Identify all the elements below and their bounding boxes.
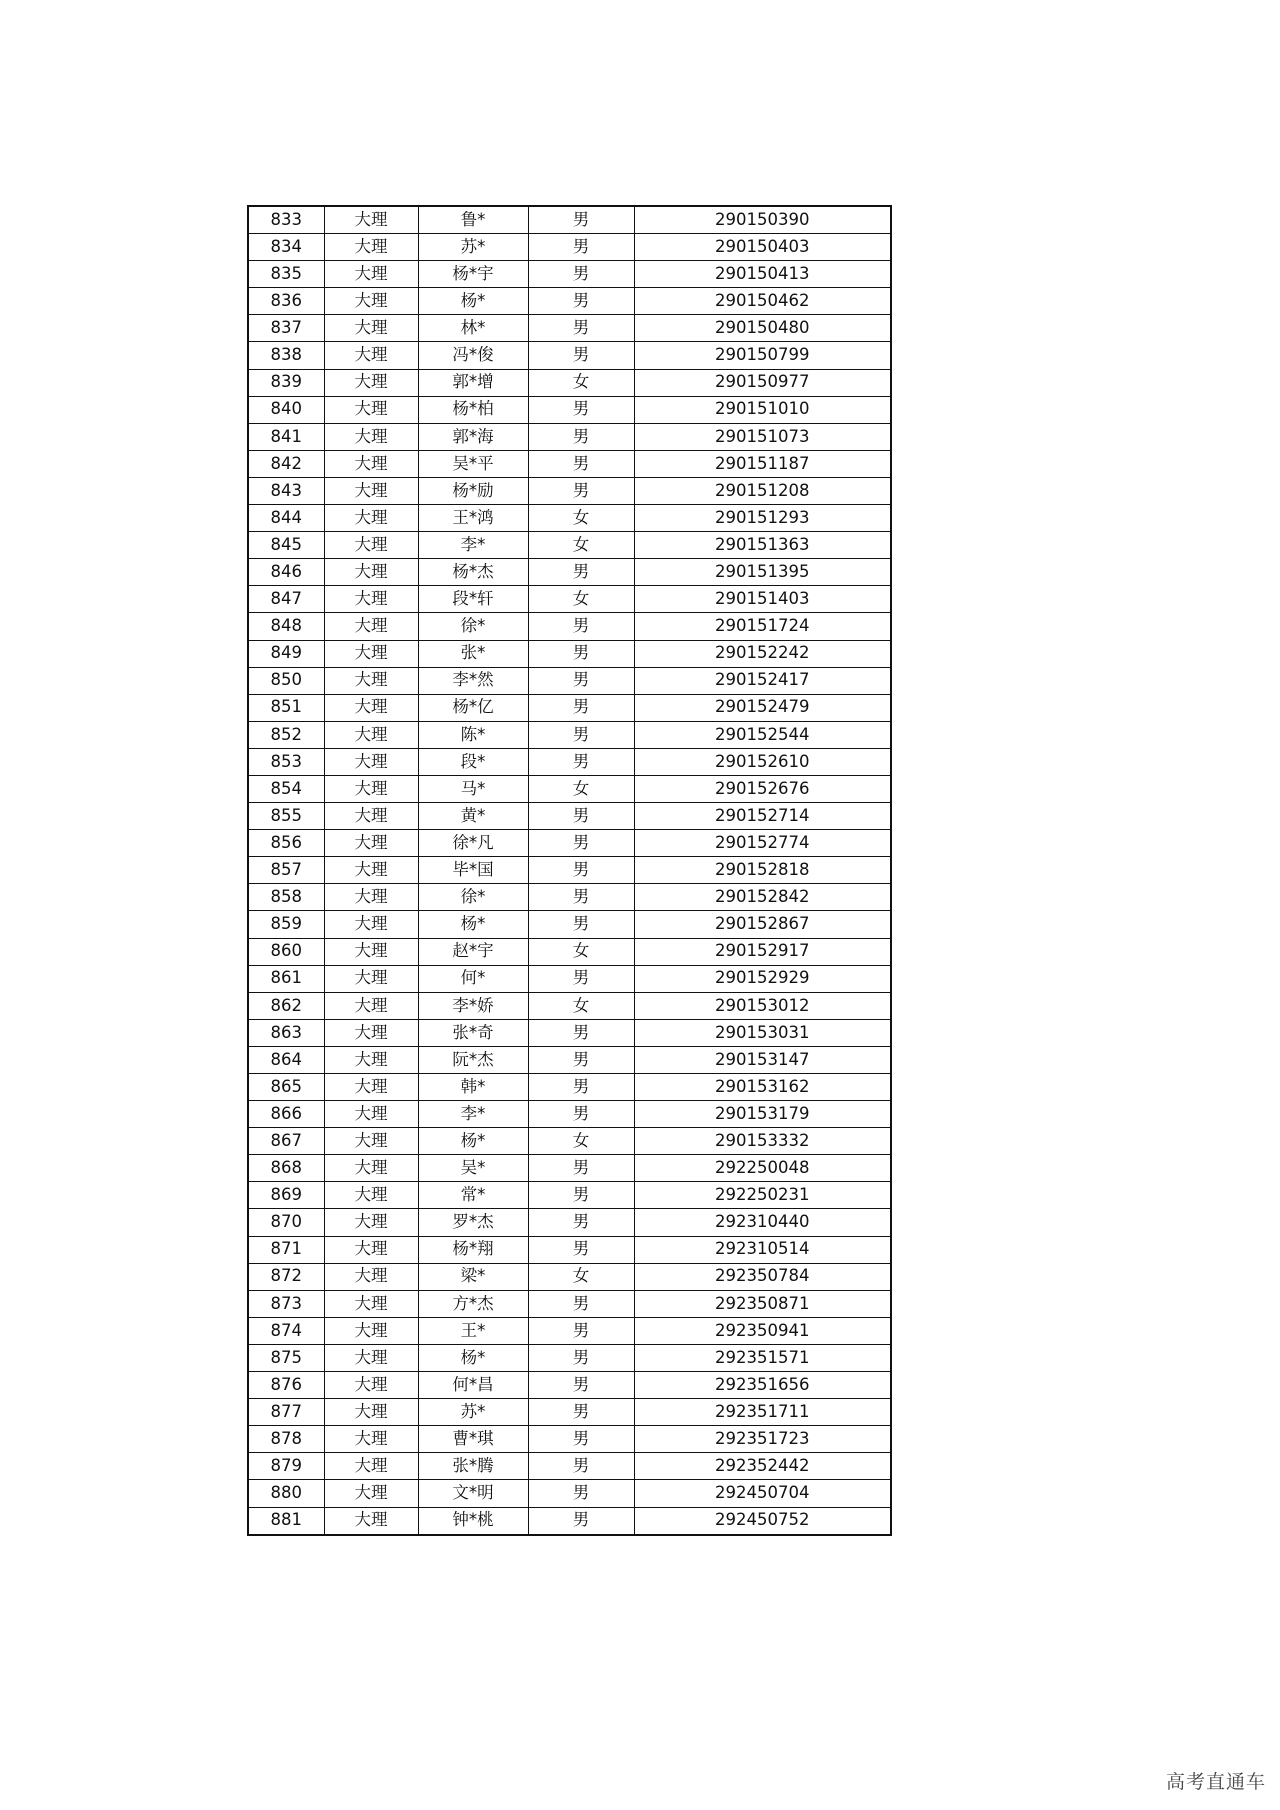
row-number-cell: 842: [248, 450, 324, 477]
gender-cell: 女: [528, 532, 634, 559]
row-number-cell: 839: [248, 369, 324, 396]
gender-cell: 男: [528, 315, 634, 342]
exam-id-cell: 290152867: [634, 911, 891, 938]
row-number-cell: 874: [248, 1317, 324, 1344]
row-number-cell: 840: [248, 396, 324, 423]
name-cell: 王*鸿: [418, 505, 528, 532]
gender-cell: 男: [528, 857, 634, 884]
name-cell: 常*: [418, 1182, 528, 1209]
row-number-cell: 855: [248, 803, 324, 830]
gender-cell: 男: [528, 830, 634, 857]
row-number-cell: 877: [248, 1399, 324, 1426]
table-row: [248, 532, 891, 559]
name-cell: 王*: [418, 1317, 528, 1344]
name-cell: 文*明: [418, 1480, 528, 1507]
table-row: [248, 938, 891, 965]
row-number-cell: 838: [248, 342, 324, 369]
table-row: [248, 423, 891, 450]
gender-cell: 男: [528, 559, 634, 586]
gender-cell: 男: [528, 1344, 634, 1371]
region-cell: 大理: [324, 1155, 418, 1182]
exam-id-cell: 292351656: [634, 1372, 891, 1399]
gender-cell: 女: [528, 775, 634, 802]
table-row: [248, 613, 891, 640]
gender-cell: 男: [528, 1074, 634, 1101]
exam-id-cell: 290153162: [634, 1074, 891, 1101]
name-cell: 陈*: [418, 721, 528, 748]
name-cell: 郭*海: [418, 423, 528, 450]
table-row: [248, 1263, 891, 1290]
exam-id-cell: 292450704: [634, 1480, 891, 1507]
gender-cell: 男: [528, 261, 634, 288]
region-cell: 大理: [324, 1317, 418, 1344]
region-cell: 大理: [324, 748, 418, 775]
exam-id-cell: 290151363: [634, 532, 891, 559]
name-cell: 杨*: [418, 288, 528, 315]
table-row: [248, 1101, 891, 1128]
exam-id-cell: 290152818: [634, 857, 891, 884]
name-cell: 张*奇: [418, 1019, 528, 1046]
gender-cell: 男: [528, 1372, 634, 1399]
region-cell: 大理: [324, 1426, 418, 1453]
gender-cell: 男: [528, 342, 634, 369]
region-cell: 大理: [324, 450, 418, 477]
name-cell: 徐*: [418, 613, 528, 640]
row-number-cell: 864: [248, 1046, 324, 1073]
exam-id-cell: 290152842: [634, 884, 891, 911]
row-number-cell: 833: [248, 206, 324, 234]
exam-id-cell: 292250048: [634, 1155, 891, 1182]
name-cell: 韩*: [418, 1074, 528, 1101]
gender-cell: 男: [528, 1290, 634, 1317]
table-row: [248, 667, 891, 694]
region-cell: 大理: [324, 992, 418, 1019]
name-cell: 阮*杰: [418, 1046, 528, 1073]
name-cell: 杨*宇: [418, 261, 528, 288]
region-cell: 大理: [324, 1480, 418, 1507]
exam-id-cell: 292350941: [634, 1317, 891, 1344]
row-number-cell: 857: [248, 857, 324, 884]
region-cell: 大理: [324, 884, 418, 911]
watermark-text: 高考直通车: [1165, 1771, 1266, 1793]
gender-cell: 男: [528, 694, 634, 721]
name-cell: 张*腾: [418, 1453, 528, 1480]
exam-id-cell: 290153179: [634, 1101, 891, 1128]
gender-cell: 女: [528, 938, 634, 965]
gender-cell: 女: [528, 992, 634, 1019]
row-number-cell: 835: [248, 261, 324, 288]
name-cell: 杨*杰: [418, 559, 528, 586]
region-cell: 大理: [324, 423, 418, 450]
table-row: [248, 1372, 891, 1399]
row-number-cell: 860: [248, 938, 324, 965]
table-row: [248, 1155, 891, 1182]
table-row: [248, 911, 891, 938]
name-cell: 徐*: [418, 884, 528, 911]
region-cell: 大理: [324, 1101, 418, 1128]
row-number-cell: 871: [248, 1236, 324, 1263]
name-cell: 杨*翔: [418, 1236, 528, 1263]
exam-id-cell: 290153332: [634, 1128, 891, 1155]
exam-id-cell: 290152544: [634, 721, 891, 748]
gender-cell: 男: [528, 884, 634, 911]
gender-cell: 男: [528, 288, 634, 315]
row-number-cell: 843: [248, 477, 324, 504]
row-number-cell: 869: [248, 1182, 324, 1209]
row-number-cell: 858: [248, 884, 324, 911]
exam-id-cell: 292310440: [634, 1209, 891, 1236]
exam-id-cell: 290152929: [634, 965, 891, 992]
gender-cell: 男: [528, 911, 634, 938]
row-number-cell: 876: [248, 1372, 324, 1399]
name-cell: 钟*桃: [418, 1507, 528, 1535]
table-row: [248, 1507, 891, 1535]
exam-id-cell: 290151010: [634, 396, 891, 423]
row-number-cell: 873: [248, 1290, 324, 1317]
exam-id-cell: 292350784: [634, 1263, 891, 1290]
row-number-cell: 865: [248, 1074, 324, 1101]
table-row: [248, 1317, 891, 1344]
row-number-cell: 878: [248, 1426, 324, 1453]
name-cell: 梁*: [418, 1263, 528, 1290]
row-number-cell: 834: [248, 234, 324, 261]
name-cell: 李*: [418, 1101, 528, 1128]
row-number-cell: 837: [248, 315, 324, 342]
gender-cell: 男: [528, 640, 634, 667]
row-number-cell: 854: [248, 775, 324, 802]
row-number-cell: 868: [248, 1155, 324, 1182]
table-row: [248, 857, 891, 884]
table-row: [248, 1290, 891, 1317]
table-row: [248, 748, 891, 775]
row-number-cell: 844: [248, 505, 324, 532]
region-cell: 大理: [324, 342, 418, 369]
exam-id-cell: 290150390: [634, 206, 891, 234]
region-cell: 大理: [324, 667, 418, 694]
region-cell: 大理: [324, 505, 418, 532]
name-cell: 杨*: [418, 911, 528, 938]
name-cell: 李*娇: [418, 992, 528, 1019]
name-cell: 吴*: [418, 1155, 528, 1182]
gender-cell: 男: [528, 965, 634, 992]
region-cell: 大理: [324, 369, 418, 396]
name-cell: 曹*琪: [418, 1426, 528, 1453]
gender-cell: 男: [528, 477, 634, 504]
region-cell: 大理: [324, 1182, 418, 1209]
row-number-cell: 852: [248, 721, 324, 748]
table-row: [248, 1480, 891, 1507]
gender-cell: 男: [528, 667, 634, 694]
region-cell: 大理: [324, 1236, 418, 1263]
region-cell: 大理: [324, 586, 418, 613]
exam-id-cell: 290151073: [634, 423, 891, 450]
row-number-cell: 841: [248, 423, 324, 450]
exam-id-cell: 292310514: [634, 1236, 891, 1263]
gender-cell: 男: [528, 613, 634, 640]
table-row: [248, 206, 891, 234]
name-cell: 苏*: [418, 234, 528, 261]
region-cell: 大理: [324, 857, 418, 884]
region-cell: 大理: [324, 288, 418, 315]
name-cell: 李*: [418, 532, 528, 559]
exam-id-cell: 290152774: [634, 830, 891, 857]
table-row: [248, 559, 891, 586]
name-cell: 徐*凡: [418, 830, 528, 857]
table-row: [248, 450, 891, 477]
region-cell: 大理: [324, 1128, 418, 1155]
table-row: [248, 1399, 891, 1426]
table-row: [248, 1074, 891, 1101]
exam-id-cell: 290152917: [634, 938, 891, 965]
exam-id-cell: 292352442: [634, 1453, 891, 1480]
name-cell: 罗*杰: [418, 1209, 528, 1236]
roster-table: [247, 205, 892, 1536]
table-row: [248, 1128, 891, 1155]
name-cell: 何*: [418, 965, 528, 992]
table-row: [248, 1046, 891, 1073]
name-cell: 杨*柏: [418, 396, 528, 423]
table-row: [248, 234, 891, 261]
region-cell: 大理: [324, 315, 418, 342]
gender-cell: 男: [528, 1046, 634, 1073]
exam-id-cell: 290152676: [634, 775, 891, 802]
region-cell: 大理: [324, 1372, 418, 1399]
table-row: [248, 1019, 891, 1046]
name-cell: 黄*: [418, 803, 528, 830]
name-cell: 杨*亿: [418, 694, 528, 721]
exam-id-cell: 290151724: [634, 613, 891, 640]
row-number-cell: 875: [248, 1344, 324, 1371]
gender-cell: 男: [528, 1209, 634, 1236]
gender-cell: 男: [528, 396, 634, 423]
name-cell: 赵*宇: [418, 938, 528, 965]
row-number-cell: 880: [248, 1480, 324, 1507]
region-cell: 大理: [324, 1019, 418, 1046]
region-cell: 大理: [324, 261, 418, 288]
exam-id-cell: 290150480: [634, 315, 891, 342]
gender-cell: 男: [528, 423, 634, 450]
row-number-cell: 866: [248, 1101, 324, 1128]
gender-cell: 女: [528, 505, 634, 532]
gender-cell: 男: [528, 1480, 634, 1507]
table-row: [248, 505, 891, 532]
region-cell: 大理: [324, 1399, 418, 1426]
row-number-cell: 856: [248, 830, 324, 857]
region-cell: 大理: [324, 396, 418, 423]
exam-id-cell: 290152417: [634, 667, 891, 694]
region-cell: 大理: [324, 775, 418, 802]
row-number-cell: 881: [248, 1507, 324, 1535]
name-cell: 毕*国: [418, 857, 528, 884]
region-cell: 大理: [324, 694, 418, 721]
region-cell: 大理: [324, 1263, 418, 1290]
region-cell: 大理: [324, 206, 418, 234]
exam-id-cell: 290153031: [634, 1019, 891, 1046]
gender-cell: 女: [528, 1263, 634, 1290]
row-number-cell: 862: [248, 992, 324, 1019]
gender-cell: 男: [528, 206, 634, 234]
row-number-cell: 859: [248, 911, 324, 938]
region-cell: 大理: [324, 234, 418, 261]
name-cell: 林*: [418, 315, 528, 342]
exam-id-cell: 290151395: [634, 559, 891, 586]
table-row: [248, 992, 891, 1019]
table-row: [248, 586, 891, 613]
exam-id-cell: 292450752: [634, 1507, 891, 1535]
name-cell: 李*然: [418, 667, 528, 694]
region-cell: 大理: [324, 1046, 418, 1073]
row-number-cell: 870: [248, 1209, 324, 1236]
table-row: [248, 288, 891, 315]
gender-cell: 男: [528, 803, 634, 830]
exam-id-cell: 290153012: [634, 992, 891, 1019]
row-number-cell: 845: [248, 532, 324, 559]
exam-id-cell: 292351571: [634, 1344, 891, 1371]
exam-id-cell: 292250231: [634, 1182, 891, 1209]
table-row: [248, 830, 891, 857]
table-row: [248, 315, 891, 342]
name-cell: 方*杰: [418, 1290, 528, 1317]
exam-id-cell: 290150977: [634, 369, 891, 396]
name-cell: 何*昌: [418, 1372, 528, 1399]
table-row: [248, 721, 891, 748]
region-cell: 大理: [324, 721, 418, 748]
gender-cell: 女: [528, 586, 634, 613]
gender-cell: 男: [528, 1399, 634, 1426]
table-row: [248, 1426, 891, 1453]
region-cell: 大理: [324, 1074, 418, 1101]
row-number-cell: 872: [248, 1263, 324, 1290]
gender-cell: 男: [528, 1507, 634, 1535]
table-row: [248, 803, 891, 830]
table-row: [248, 477, 891, 504]
name-cell: 吴*平: [418, 450, 528, 477]
gender-cell: 男: [528, 1426, 634, 1453]
table-row: [248, 1344, 891, 1371]
name-cell: 冯*俊: [418, 342, 528, 369]
row-number-cell: 846: [248, 559, 324, 586]
gender-cell: 女: [528, 1128, 634, 1155]
gender-cell: 男: [528, 234, 634, 261]
row-number-cell: 867: [248, 1128, 324, 1155]
exam-id-cell: 290150403: [634, 234, 891, 261]
name-cell: 郭*增: [418, 369, 528, 396]
name-cell: 段*轩: [418, 586, 528, 613]
exam-id-cell: 292350871: [634, 1290, 891, 1317]
gender-cell: 男: [528, 1101, 634, 1128]
region-cell: 大理: [324, 1507, 418, 1535]
exam-id-cell: 290151293: [634, 505, 891, 532]
region-cell: 大理: [324, 613, 418, 640]
exam-id-cell: 290150413: [634, 261, 891, 288]
row-number-cell: 853: [248, 748, 324, 775]
row-number-cell: 836: [248, 288, 324, 315]
region-cell: 大理: [324, 830, 418, 857]
gender-cell: 男: [528, 1317, 634, 1344]
row-number-cell: 848: [248, 613, 324, 640]
table-row: [248, 775, 891, 802]
name-cell: 杨*励: [418, 477, 528, 504]
name-cell: 杨*: [418, 1344, 528, 1371]
exam-id-cell: 290152479: [634, 694, 891, 721]
name-cell: 鲁*: [418, 206, 528, 234]
table-row: [248, 396, 891, 423]
exam-id-cell: 290153147: [634, 1046, 891, 1073]
region-cell: 大理: [324, 477, 418, 504]
region-cell: 大理: [324, 1344, 418, 1371]
gender-cell: 男: [528, 450, 634, 477]
exam-id-cell: 290152610: [634, 748, 891, 775]
region-cell: 大理: [324, 1209, 418, 1236]
gender-cell: 男: [528, 1019, 634, 1046]
region-cell: 大理: [324, 559, 418, 586]
gender-cell: 男: [528, 1155, 634, 1182]
exam-id-cell: 290150462: [634, 288, 891, 315]
row-number-cell: 861: [248, 965, 324, 992]
gender-cell: 男: [528, 1453, 634, 1480]
exam-id-cell: 290151208: [634, 477, 891, 504]
exam-id-cell: 290152714: [634, 803, 891, 830]
table-row: [248, 694, 891, 721]
table-row: [248, 1453, 891, 1480]
region-cell: 大理: [324, 1290, 418, 1317]
region-cell: 大理: [324, 532, 418, 559]
name-cell: 张*: [418, 640, 528, 667]
row-number-cell: 850: [248, 667, 324, 694]
gender-cell: 男: [528, 1182, 634, 1209]
name-cell: 马*: [418, 775, 528, 802]
region-cell: 大理: [324, 803, 418, 830]
table-row: [248, 261, 891, 288]
region-cell: 大理: [324, 938, 418, 965]
gender-cell: 男: [528, 1236, 634, 1263]
table-row: [248, 369, 891, 396]
region-cell: 大理: [324, 640, 418, 667]
table-row: [248, 965, 891, 992]
row-number-cell: 879: [248, 1453, 324, 1480]
gender-cell: 男: [528, 748, 634, 775]
region-cell: 大理: [324, 1453, 418, 1480]
roster-table-body: [248, 206, 891, 1535]
table-row: [248, 1236, 891, 1263]
table-row: [248, 884, 891, 911]
name-cell: 苏*: [418, 1399, 528, 1426]
exam-id-cell: 290152242: [634, 640, 891, 667]
table-row: [248, 1209, 891, 1236]
name-cell: 段*: [418, 748, 528, 775]
region-cell: 大理: [324, 911, 418, 938]
table-row: [248, 342, 891, 369]
row-number-cell: 849: [248, 640, 324, 667]
region-cell: 大理: [324, 965, 418, 992]
exam-id-cell: 290150799: [634, 342, 891, 369]
row-number-cell: 847: [248, 586, 324, 613]
name-cell: 杨*: [418, 1128, 528, 1155]
exam-id-cell: 290151403: [634, 586, 891, 613]
table-row: [248, 640, 891, 667]
table-row: [248, 1182, 891, 1209]
exam-id-cell: 290151187: [634, 450, 891, 477]
gender-cell: 男: [528, 721, 634, 748]
exam-id-cell: 292351723: [634, 1426, 891, 1453]
exam-id-cell: 292351711: [634, 1399, 891, 1426]
row-number-cell: 851: [248, 694, 324, 721]
row-number-cell: 863: [248, 1019, 324, 1046]
gender-cell: 女: [528, 369, 634, 396]
